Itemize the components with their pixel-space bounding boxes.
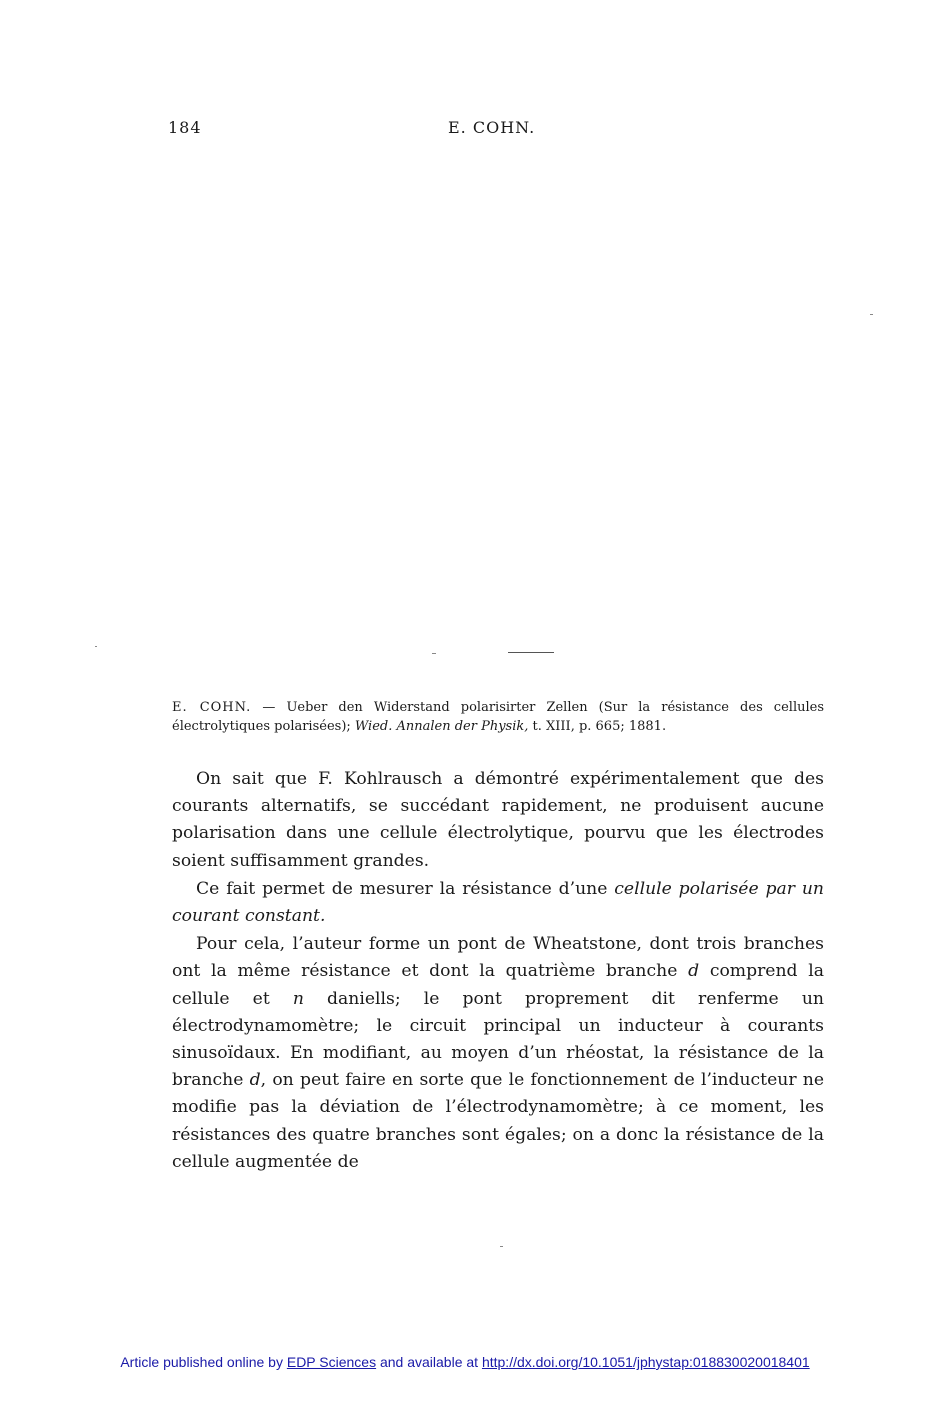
- citation-details: t. XIII, p. 665; 1881.: [528, 719, 667, 734]
- paragraph-3-text-c: daniells; le pont proprement dit renferme un électrodynamomètre; le circuit principal un inducteur à courants sinusoïdaux. En modifiant, au moyen d’un rhéostat, la résistance de la branche: [172, 988, 824, 1091]
- paragraph-3-text-e: , on peut faire en sorte que le fonctionnement de l’inducteur ne modifie pas la déviation de l’électrodynamomètre; à ce moment, les résistances des quatre branches sont égales; on a donc la résistance de la cellule augmentée de: [172, 1070, 825, 1172]
- separator-rule: [508, 652, 554, 653]
- citation-author: E. COHN.: [172, 700, 252, 715]
- doi-link[interactable]: http://dx.doi.org/10.1051/jphystap:018830020018401: [481, 1354, 810, 1370]
- citation-dash: —: [251, 700, 287, 715]
- citation-german-title: Ueber den Widerstand polarisirter Zellen: [286, 700, 588, 715]
- paragraph-1: On sait que F. Kohlrausch a démontré expérimentalement que des courants alternatifs, se succédant rapidement, ne produisent aucune polarisation dans une cellule électrolytique, pourvu que les électrodes soient suffisamment grandes.: [172, 769, 824, 871]
- margin-speck: [95, 646, 97, 647]
- publisher-link[interactable]: EDP Sciences: [286, 1354, 377, 1370]
- footer-prefix: Article published online by: [120, 1354, 287, 1370]
- margin-speck: [870, 314, 873, 315]
- variable-d: d: [688, 961, 700, 982]
- publication-footer: [0, 1354, 930, 1370]
- running-head-author: E. COHN.: [448, 118, 536, 137]
- paragraph-3-text-b: comprend la cellule et: [172, 961, 825, 1009]
- citation-journal: Wied. Annalen der Physik,: [354, 719, 529, 734]
- running-head: [0, 118, 930, 142]
- paragraph-3-text-a: Pour cela, l’auteur forme un pont de Wheatstone, dont trois branches ont la même résistance et dont la quatrième branche: [172, 934, 824, 982]
- citation-french-title: (Sur la résistance des cellules électrolytiques polarisées);: [172, 700, 824, 734]
- paragraph-2: [172, 876, 824, 930]
- paragraph-2-italic: cellule polarisée par un courant constant.: [172, 878, 824, 927]
- margin-speck: [500, 1246, 503, 1247]
- page-number: 184: [168, 118, 202, 137]
- variable-d: d: [249, 1070, 261, 1091]
- bibliographic-citation: [172, 698, 824, 736]
- paragraph-2-text: Ce fait permet de mesurer la résistance d’une: [196, 878, 615, 899]
- paragraph-3: [172, 931, 824, 1176]
- margin-speck: [432, 653, 436, 654]
- article-body: [172, 766, 824, 1177]
- footer-middle: and available at: [376, 1354, 482, 1370]
- variable-n: n: [292, 988, 304, 1009]
